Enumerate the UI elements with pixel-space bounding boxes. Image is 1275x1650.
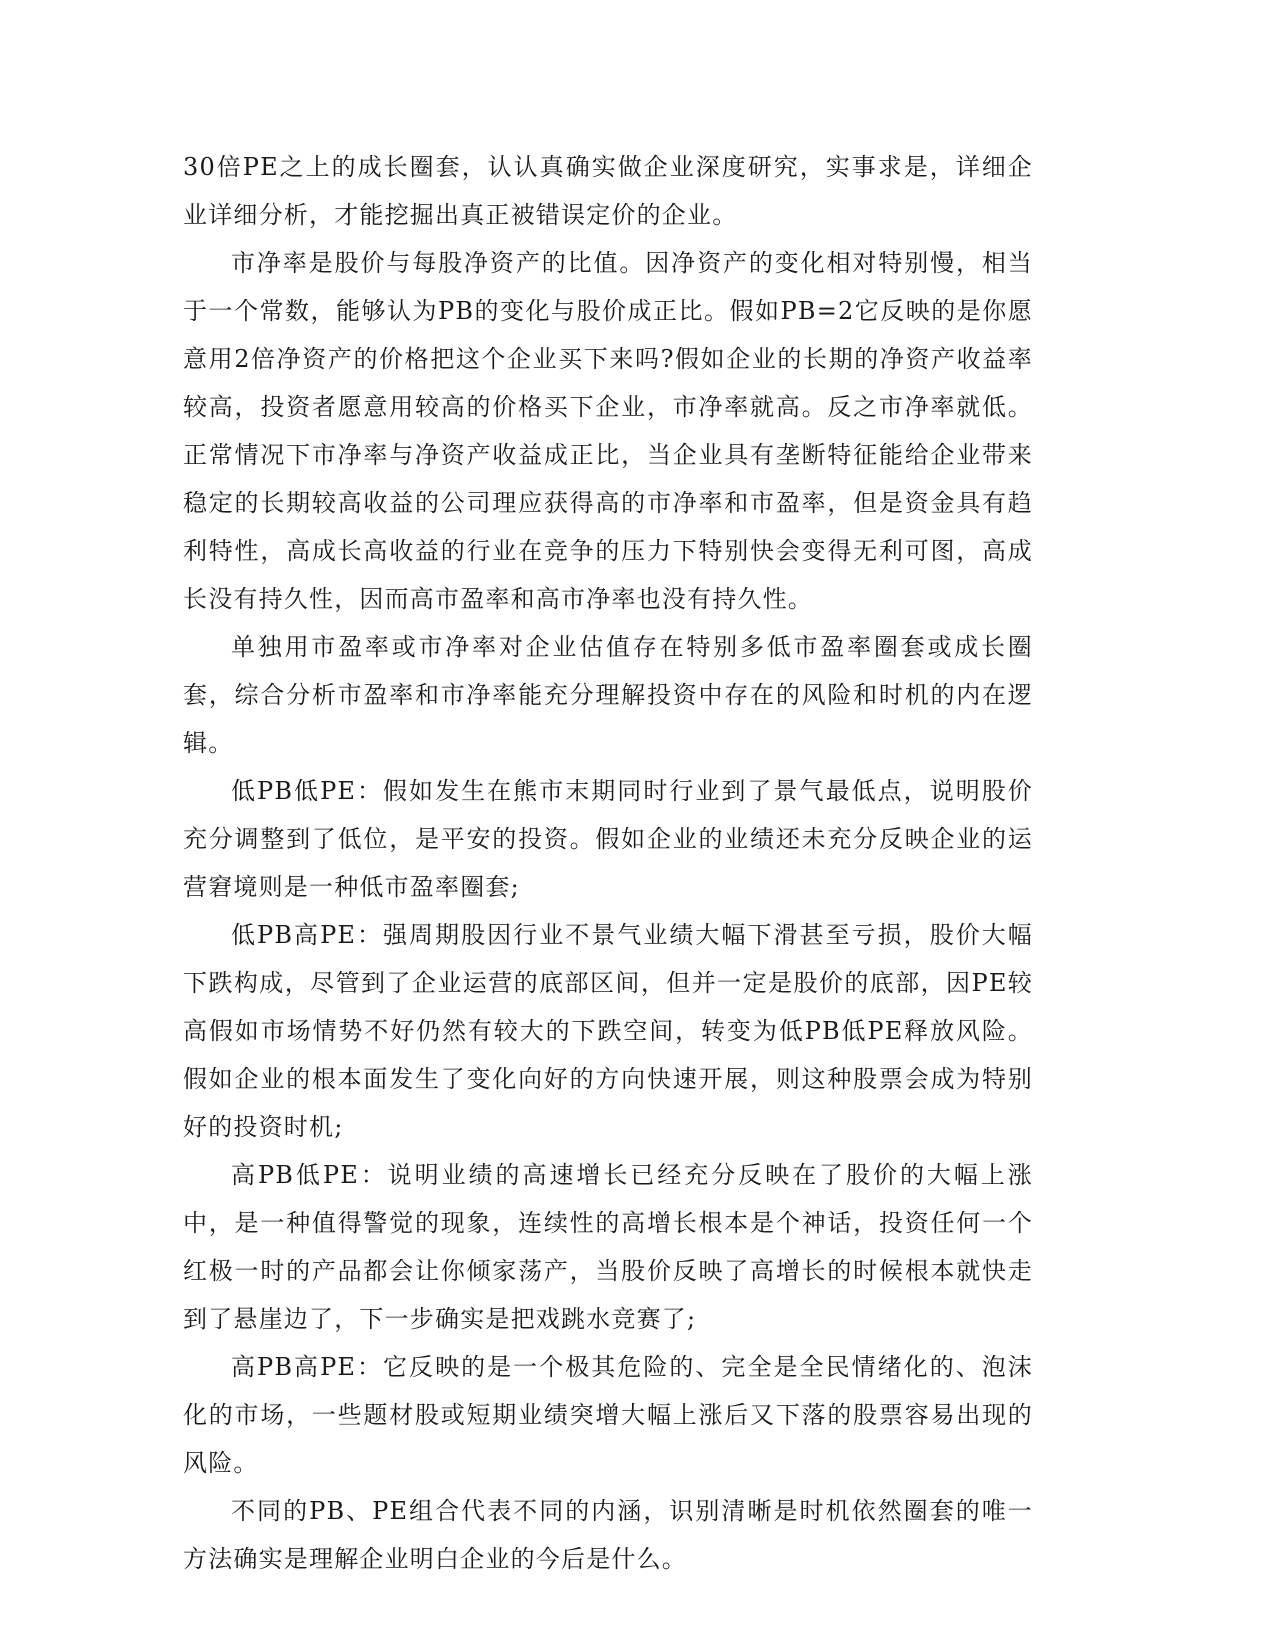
paragraph-8: 不同的PB、PE组合代表不同的内涵，识别清晰是时机依然圈套的唯一方法确实是理解企业明白企业的今后是什么。	[183, 1497, 1033, 1573]
paragraph-2: 市净率是股价与每股净资产的比值。因净资产的变化相对特别慢，相当于一个常数，能够认为PB的变化与股价成正比。假如PB=2它反映的是你愿意用2倍净资产的价格把这个企业买下来吗?假如企业的长期的净资产收益率较高，投资者愿意用较高的价格买下企业，市净率就高。反之市净率就低。正常情况下市净率与净资产收益成正比，当企业具有垄断特征能给企业带来稳定的长期较高收益的公司理应获得高的市净率和市盈率，但是资金具有趋利特性，高成长高收益的行业在竞争的压力下特别快会变得无利可图，高成长没有持久性，因而高市盈率和高市净率也没有持久性。	[183, 249, 1033, 613]
paragraph-4: 低PB低PE：假如发生在熊市末期同时行业到了景气最低点，说明股价充分调整到了低位，是平安的投资。假如企业的业绩还未充分反映企业的运营窘境则是一种低市盈率圈套;	[183, 777, 1033, 901]
paragraph-5: 低PB高PE：强周期股因行业不景气业绩大幅下滑甚至亏损，股价大幅下跌构成，尽管到了企业运营的底部区间，但并一定是股价的底部，因PE较高假如市场情势不好仍然有较大的下跌空间，转变为低PB低PE释放风险。假如企业的根本面发生了变化向好的方向快速开展，则这种股票会成为特别好的投资时机;	[183, 921, 1033, 1141]
paragraph-1: 30倍PE之上的成长圈套，认认真确实做企业深度研究，实事求是，详细企业详细分析，才能挖掘出真正被错误定价的企业。	[183, 153, 1033, 229]
paragraph-6: 高PB低PE：说明业绩的高速增长已经充分反映在了股价的大幅上涨中，是一种值得警觉的现象，连续性的高增长根本是个神话，投资任何一个红极一时的产品都会让你倾家荡产，当股价反映了高增长的时候根本就快走到了悬崖边了，下一步确实是把戏跳水竞赛了;	[183, 1161, 1033, 1333]
paragraph-3: 单独用市盈率或市净率对企业估值存在特别多低市盈率圈套或成长圈套，综合分析市盈率和市净率能充分理解投资中存在的风险和时机的内在逻辑。	[183, 633, 1033, 757]
document-body	[183, 143, 1033, 1583]
paragraph-7: 高PB高PE：它反映的是一个极其危险的、完全是全民情绪化的、泡沫化的市场，一些题材股或短期业绩突增大幅上涨后又下落的股票容易出现的风险。	[183, 1353, 1033, 1477]
